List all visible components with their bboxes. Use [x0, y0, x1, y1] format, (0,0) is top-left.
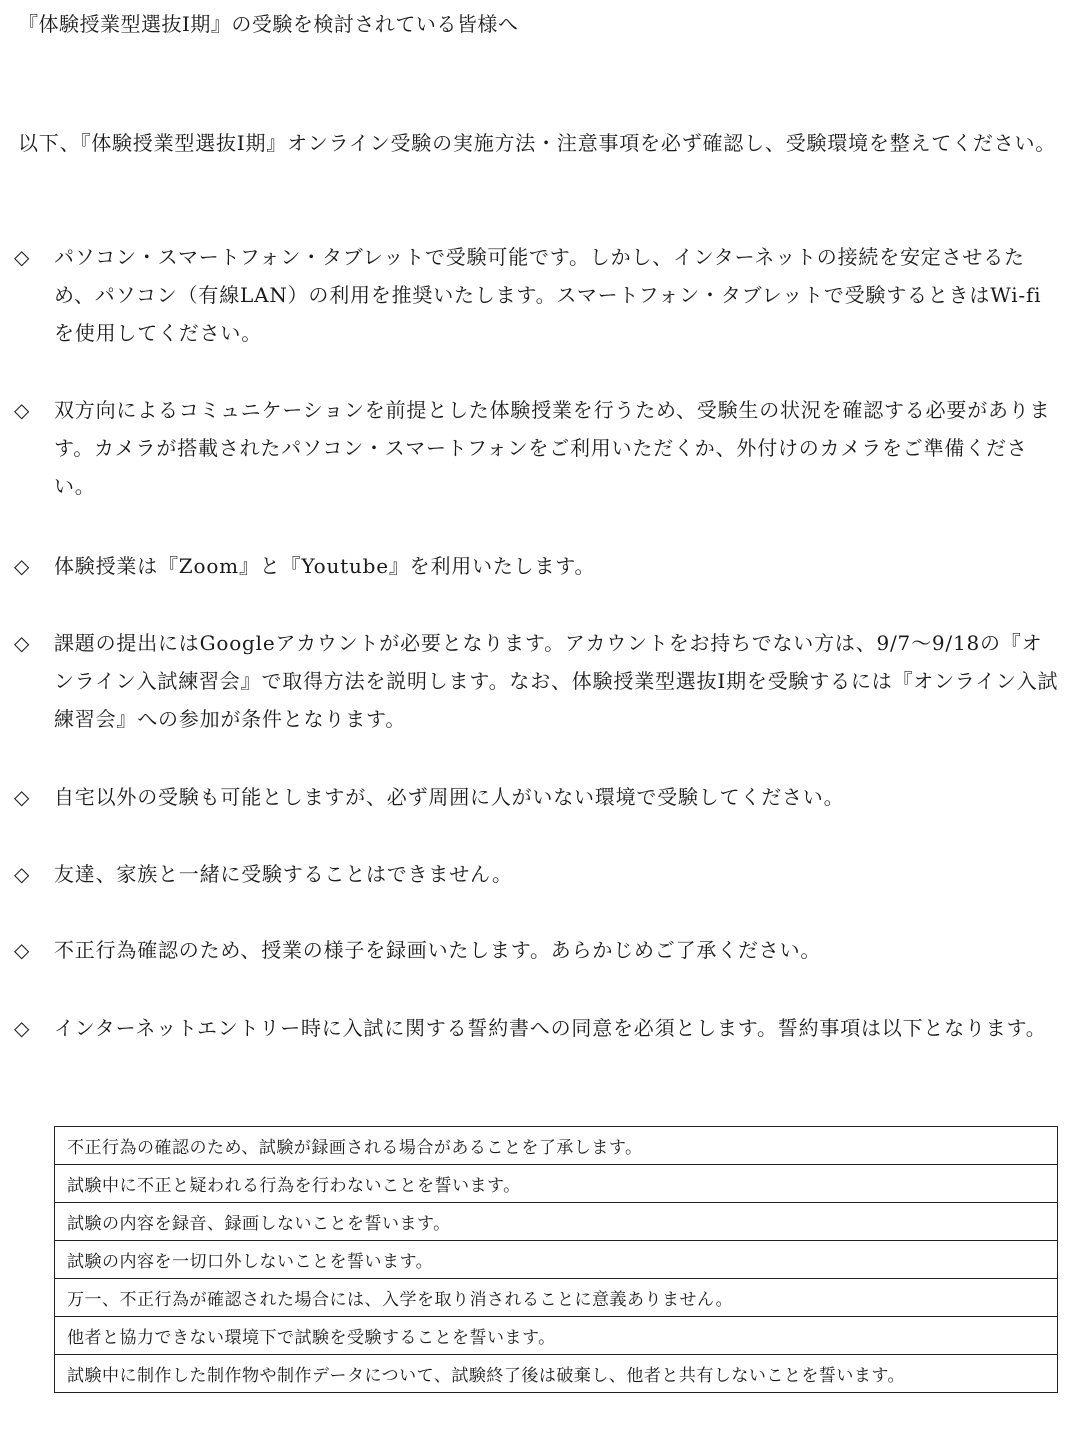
- pledge-cell: 試験の内容を一切口外しないことを誓います。: [55, 1241, 1058, 1279]
- bullet-text: 自宅以外の受験も可能としますが、必ず周囲に人がいない環境で受験してください。: [54, 785, 845, 809]
- pledge-cell: 試験の内容を録音、録画しないことを誓います。: [55, 1203, 1058, 1241]
- table-row: [55, 1355, 1058, 1393]
- pledge-cell: 不正行為の確認のため、試験が録画される場合があることを了承します。: [55, 1127, 1058, 1165]
- table-row: [55, 1241, 1058, 1279]
- bullet-item-google-account: [14, 624, 1062, 738]
- diamond-bullet-icon: ◇: [14, 631, 31, 655]
- diamond-bullet-icon: ◇: [14, 1016, 31, 1040]
- bullet-text: 体験授業は『Zoom』と『Youtube』を利用いたします。: [54, 554, 596, 578]
- pledge-table: [54, 1126, 1058, 1393]
- bullet-text: 双方向によるコミュニケーションを前提とした体験授業を行うため、受験生の状況を確認する必要があります。カメラが搭載されたパソコン・スマートフォンをご利用いただくか、外付けのカメラをご準備ください。: [54, 398, 1051, 498]
- diamond-bullet-icon: ◇: [14, 938, 31, 962]
- bullet-item-location: [14, 778, 1062, 816]
- table-row: [55, 1203, 1058, 1241]
- pledge-cell: 試験中に制作した制作物や制作データについて、試験終了後は破棄し、他者と共有しないことを誓います。: [55, 1355, 1058, 1393]
- diamond-bullet-icon: ◇: [14, 554, 31, 578]
- table-row: [55, 1127, 1058, 1165]
- bullet-text: 課題の提出にはGoogleアカウントが必要となります。アカウントをお持ちでない方は、9/7～9/18の『オンライン入試練習会』で取得方法を説明します。なお、体験授業型選抜Ⅰ期を受験するには『オンライン入試練習会』への参加が条件となります。: [54, 631, 1059, 731]
- intro-paragraph: 以下、『体験授業型選抜Ⅰ期』オンライン受験の実施方法・注意事項を必ず確認し、受験環境を整えてください。: [18, 131, 1057, 155]
- pledge-cell: 万一、不正行為が確認された場合には、入学を取り消されることに意義ありません。: [55, 1279, 1058, 1317]
- diamond-bullet-icon: ◇: [14, 785, 31, 809]
- bullet-text: 友達、家族と一緒に受験することはできません。: [54, 862, 513, 886]
- pledge-cell: 試験中に不正と疑われる行為を行わないことを誓います。: [55, 1165, 1058, 1203]
- bullet-text: 不正行為確認のため、授業の様子を録画いたします。あらかじめご了承ください。: [54, 938, 822, 962]
- bullet-item-camera: [14, 391, 1062, 505]
- document-heading: 『体験授業型選抜Ⅰ期』の受験を検討されている皆様へ: [18, 12, 519, 36]
- bullet-item-pledge: [14, 1009, 1062, 1047]
- bullet-item-recording: [14, 931, 1062, 969]
- diamond-bullet-icon: ◇: [14, 398, 31, 422]
- bullet-item-devices: [14, 238, 1062, 352]
- bullet-text: インターネットエントリー時に入試に関する誓約書への同意を必須とします。誓約事項は以下となります。: [54, 1016, 1047, 1040]
- pledge-cell: 他者と協力できない環境下で試験を受験することを誓います。: [55, 1317, 1058, 1355]
- bullet-item-platforms: [14, 547, 1062, 585]
- table-row: [55, 1165, 1058, 1203]
- bullet-item-alone: [14, 855, 1062, 893]
- table-row: [55, 1279, 1058, 1317]
- diamond-bullet-icon: ◇: [14, 862, 31, 886]
- diamond-bullet-icon: ◇: [14, 245, 31, 269]
- table-row: [55, 1317, 1058, 1355]
- bullet-text: パソコン・スマートフォン・タブレットで受験可能です。しかし、インターネットの接続を安定させるため、パソコン（有線LAN）の利用を推奨いたします。スマートフォン・タブレットで受験するときはWi-fiを使用してください。: [54, 245, 1042, 345]
